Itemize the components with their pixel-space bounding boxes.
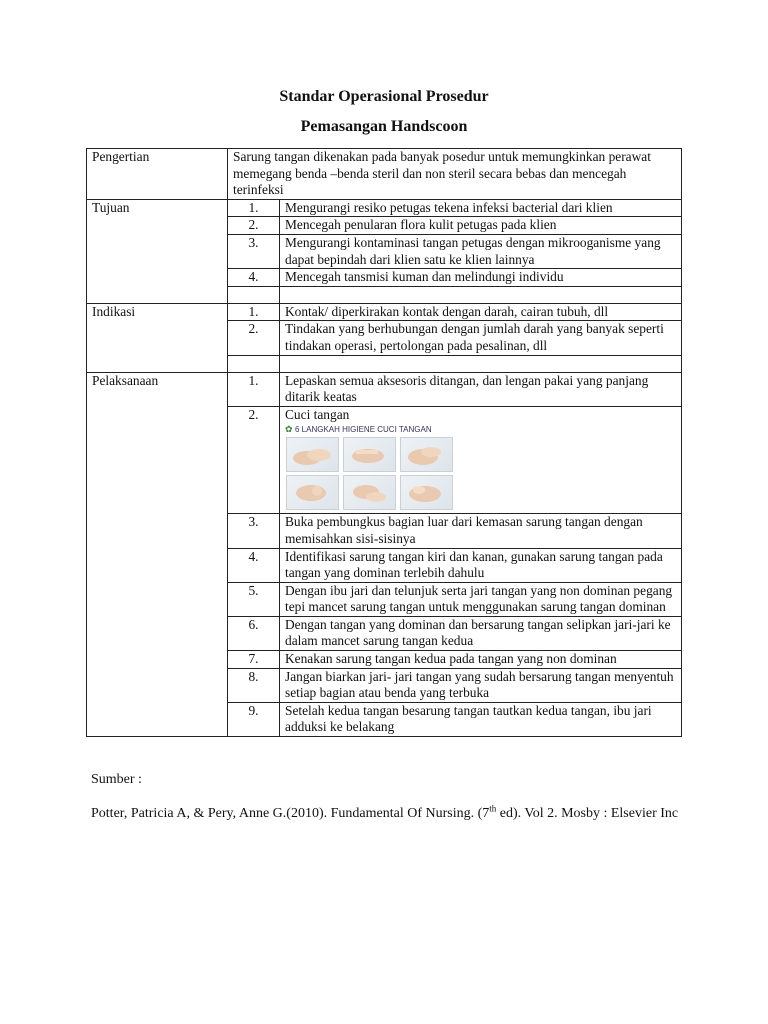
tujuan-item: Mencegah tansmisi kuman dan melindungi individu [280, 269, 682, 287]
reference-text: Potter, Patricia A, & Pery, Anne G.(2010). Fundamental Of Nursing. (7 [91, 806, 490, 821]
handwash-step-image [286, 475, 339, 510]
handwash-logo-icon: ✿ [285, 424, 293, 435]
pelaksanaan-item: Dengan ibu jari dan telunjuk serta jari tangan yang non dominan pegang tepi mancet sarung tangan untuk menggunakan sarung tangan dominan [280, 582, 682, 616]
item-number: 3. [228, 234, 280, 268]
table-row [87, 303, 682, 321]
tujuan-item: Mengurangi kontaminasi tangan petugas dengan mikrooganisme yang dapat bepindah dari klien satu ke klien lainnya [280, 234, 682, 268]
item-number: 9. [228, 702, 280, 736]
item-number: 2. [228, 217, 280, 235]
source-label: Sumber : [91, 772, 142, 787]
handwash-step-image [400, 475, 453, 510]
reference-edition-sup: th [489, 803, 497, 814]
handwash-grid [285, 437, 451, 509]
item-number: 6. [228, 616, 280, 650]
item-number: 5. [228, 582, 280, 616]
handwash-step-image [286, 437, 339, 472]
label-pelaksanaan: Pelaksanaan [87, 372, 228, 737]
reference-text-end: ed). Vol 2. Mosby : Elsevier Inc [496, 806, 679, 821]
handwash-step-image [400, 437, 453, 472]
item-number: 4. [228, 269, 280, 287]
pelaksanaan-item: Lepaskan semua aksesoris ditangan, dan lengan pakai yang panjang ditarik keatas [280, 372, 682, 406]
pelaksanaan-item: Buka pembungkus bagian luar dari kemasan sarung tangan dengan memisahkan sisi-sisinya [280, 514, 682, 548]
pelaksanaan-item: Jangan biarkan jari- jari tangan yang sudah bersarung tangan menyentuh setiap bagian atau benda yang terbuka [280, 668, 682, 702]
handwash-steps-image [285, 425, 451, 509]
item-number: 1. [228, 303, 280, 321]
handwash-step-image [343, 437, 396, 472]
item-number: 7. [228, 651, 280, 669]
item-number: 2. [228, 321, 280, 355]
label-indikasi: Indikasi [87, 303, 228, 372]
tujuan-item: Mengurangi resiko petugas tekena infeksi bacterial dari klien [280, 199, 682, 217]
document-title: Standar Operasional Prosedur [279, 88, 489, 105]
table-row [87, 199, 682, 217]
tujuan-item: Mencegah penularan flora kulit petugas pada klien [280, 217, 682, 235]
pelaksanaan-item: Setelah kedua tangan besarung tangan tautkan kedua tangan, ibu jari adduksi ke belakang [280, 702, 682, 736]
pengertian-text: Sarung tangan dikenakan pada banyak posedur untuk memungkinkan perawat memegang benda –benda steril dan non steril secara bebas dan mencegah terinfeksi [228, 149, 682, 200]
item-number: 3. [228, 514, 280, 548]
handwash-step-image [343, 475, 396, 510]
item-number: 2. [228, 406, 280, 514]
sop-table [86, 148, 682, 737]
document-subtitle: Pemasangan Handscoon [300, 118, 468, 135]
row-pengertian [87, 149, 682, 200]
item-number: 1. [228, 372, 280, 406]
reference-citation [91, 804, 691, 824]
item-number: 4. [228, 548, 280, 582]
pelaksanaan-item-text: Cuci tangan [285, 406, 350, 422]
handwash-image-title: 6 LANGKAH HIGIENE CUCI TANGAN [295, 425, 432, 435]
item-number: 8. [228, 668, 280, 702]
label-tujuan: Tujuan [87, 199, 228, 303]
label-pengertian: Pengertian [87, 149, 228, 200]
item-number: 1. [228, 199, 280, 217]
pelaksanaan-item: Dengan tangan yang dominan dan bersarung tangan selipkan jari-jari ke dalam mancet sarung tangan kedua [280, 616, 682, 650]
indikasi-item: Kontak/ diperkirakan kontak dengan darah, cairan tubuh, dll [280, 303, 682, 321]
table-row [87, 372, 682, 406]
indikasi-item: Tindakan yang berhubungan dengan jumlah darah yang banyak seperti tindakan operasi, pertolongan pada pesalinan, dll [280, 321, 682, 355]
pelaksanaan-item: Kenakan sarung tangan kedua pada tangan yang non dominan [280, 651, 682, 669]
pelaksanaan-item-handwash [280, 406, 682, 514]
pelaksanaan-item: Identifikasi sarung tangan kiri dan kanan, gunakan sarung tangan pada tangan yang dominan terlebih dahulu [280, 548, 682, 582]
